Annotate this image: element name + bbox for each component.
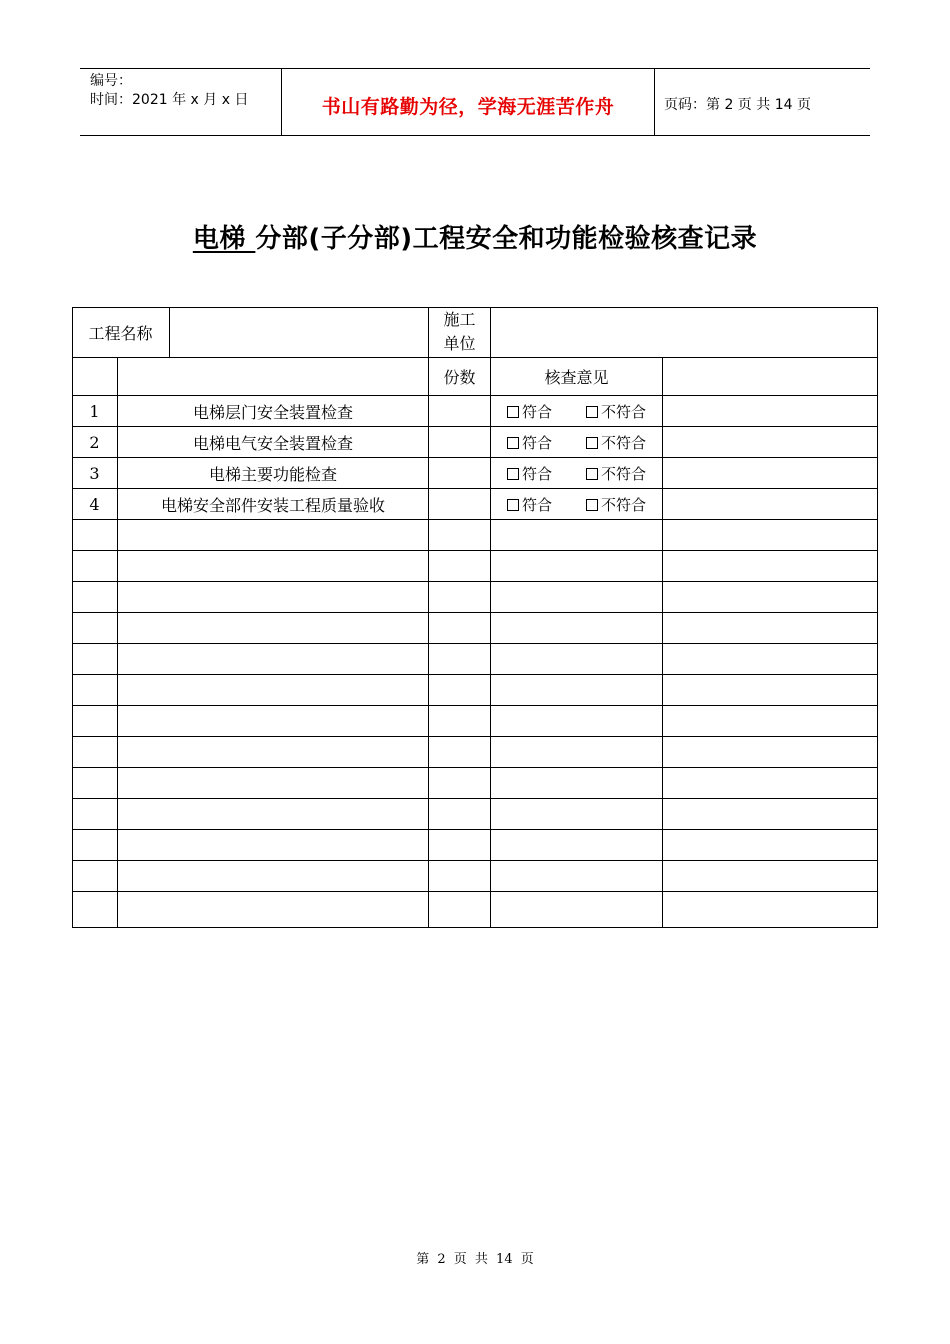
empty-cell[interactable] [491, 520, 663, 551]
empty-cell[interactable] [491, 613, 663, 644]
empty-cell[interactable] [491, 737, 663, 768]
row-number: 4 [72, 489, 118, 520]
empty-cell[interactable] [72, 551, 118, 582]
empty-cell[interactable] [72, 892, 118, 928]
header-extra-cell [663, 358, 878, 396]
empty-cell[interactable] [72, 737, 118, 768]
doc-time-label: 时间：2021 年 x 月 x 日 [90, 92, 249, 108]
empty-cell[interactable] [72, 830, 118, 861]
empty-cell[interactable] [429, 551, 491, 582]
row-count[interactable] [429, 489, 491, 520]
empty-cell[interactable] [663, 706, 878, 737]
row-extra[interactable] [663, 427, 878, 458]
empty-cell[interactable] [491, 768, 663, 799]
empty-cell[interactable] [429, 799, 491, 830]
header-motto: 书山有路勤为径，学海无涯苦作舟 [321, 96, 615, 118]
header-divider-2 [654, 68, 655, 135]
checkbox-icon [586, 437, 598, 449]
fail-label: 不符合 [601, 495, 647, 514]
checkbox-icon [586, 499, 598, 511]
header-meta [90, 72, 248, 110]
checkbox-icon [507, 437, 519, 449]
empty-cell[interactable] [118, 892, 429, 928]
empty-cell[interactable] [663, 768, 878, 799]
empty-cell[interactable] [429, 861, 491, 892]
empty-cell[interactable] [118, 675, 429, 706]
empty-cell[interactable] [663, 737, 878, 768]
empty-cell[interactable] [72, 675, 118, 706]
row-extra[interactable] [663, 489, 878, 520]
checkbox-icon [586, 468, 598, 480]
empty-cell[interactable] [429, 582, 491, 613]
empty-cell[interactable] [118, 582, 429, 613]
empty-cell[interactable] [429, 675, 491, 706]
row-opinion [491, 427, 663, 458]
empty-cell[interactable] [118, 861, 429, 892]
empty-cell[interactable] [663, 799, 878, 830]
row-item: 电梯主要功能检查 [118, 458, 429, 489]
empty-cell[interactable] [72, 644, 118, 675]
project-name-label: 工程名称 [72, 307, 170, 358]
row-extra[interactable] [663, 458, 878, 489]
row-item: 电梯安全部件安装工程质量验收 [118, 489, 429, 520]
fail-label: 不符合 [601, 402, 647, 421]
title-rest: 分部(子分部)工程安全和功能检验核查记录 [255, 224, 758, 254]
contractor-value[interactable] [491, 307, 878, 358]
header-top-rule [80, 68, 870, 69]
empty-cell[interactable] [118, 830, 429, 861]
row-count[interactable] [429, 458, 491, 489]
pass-checkbox[interactable] [507, 463, 552, 484]
empty-cell[interactable] [429, 644, 491, 675]
empty-cell[interactable] [118, 768, 429, 799]
empty-cell[interactable] [429, 737, 491, 768]
empty-cell[interactable] [491, 861, 663, 892]
row-number: 3 [72, 458, 118, 489]
row-opinion [491, 396, 663, 427]
header-bottom-rule [80, 135, 870, 136]
header-count: 份数 [429, 358, 491, 396]
fail-label: 不符合 [601, 433, 647, 452]
row-opinion [491, 458, 663, 489]
empty-cell[interactable] [491, 706, 663, 737]
empty-cell[interactable] [429, 613, 491, 644]
project-name-value[interactable] [170, 307, 429, 358]
inspection-table [72, 307, 878, 928]
page-footer: 第 2 页 共 14 页 [416, 1252, 534, 1267]
row-number: 2 [72, 427, 118, 458]
row-item: 电梯电气安全装置检查 [118, 427, 429, 458]
pass-label: 符合 [521, 433, 552, 452]
pass-label: 符合 [521, 402, 552, 421]
fail-checkbox[interactable] [586, 432, 646, 453]
title-subject: 电梯 [192, 224, 256, 254]
empty-cell[interactable] [118, 613, 429, 644]
empty-cell[interactable] [663, 613, 878, 644]
header-page-info: 页码：第 2 页 共 14 页 [664, 97, 811, 113]
header-item-cell [118, 358, 429, 396]
empty-cell[interactable] [118, 520, 429, 551]
contractor-label-text: 施工单位 [443, 310, 476, 353]
empty-cell[interactable] [72, 861, 118, 892]
pass-label: 符合 [521, 464, 552, 483]
empty-cell[interactable] [491, 892, 663, 928]
row-opinion [491, 489, 663, 520]
empty-cell[interactable] [118, 737, 429, 768]
header-opinion: 核查意见 [491, 358, 663, 396]
empty-cell[interactable] [118, 706, 429, 737]
empty-cell[interactable] [429, 830, 491, 861]
empty-cell[interactable] [663, 551, 878, 582]
pass-label: 符合 [521, 495, 552, 514]
empty-cell[interactable] [118, 551, 429, 582]
empty-cell[interactable] [491, 830, 663, 861]
pass-checkbox[interactable] [507, 401, 552, 422]
checkbox-icon [507, 406, 519, 418]
empty-cell[interactable] [491, 582, 663, 613]
empty-cell[interactable] [72, 768, 118, 799]
row-count[interactable] [429, 427, 491, 458]
empty-cell[interactable] [118, 799, 429, 830]
row-count[interactable] [429, 396, 491, 427]
fail-checkbox[interactable] [586, 494, 646, 515]
empty-cell[interactable] [72, 799, 118, 830]
empty-cell[interactable] [491, 675, 663, 706]
doc-number-label: 编号： [90, 73, 132, 89]
empty-cell[interactable] [491, 799, 663, 830]
pass-checkbox[interactable] [507, 432, 552, 453]
checkbox-icon [586, 406, 598, 418]
header-no-cell [72, 358, 118, 396]
empty-cell[interactable] [663, 830, 878, 861]
empty-cell[interactable] [429, 706, 491, 737]
row-item: 电梯层门安全装置检查 [118, 396, 429, 427]
empty-cell[interactable] [663, 892, 878, 928]
document-title [0, 218, 950, 255]
checkbox-icon [507, 499, 519, 511]
empty-cell[interactable] [429, 768, 491, 799]
empty-cell[interactable] [491, 644, 663, 675]
row-number: 1 [72, 396, 118, 427]
empty-cell[interactable] [663, 861, 878, 892]
empty-cell[interactable] [429, 520, 491, 551]
empty-cell[interactable] [663, 520, 878, 551]
empty-cell[interactable] [72, 582, 118, 613]
empty-cell[interactable] [72, 520, 118, 551]
empty-cell[interactable] [663, 582, 878, 613]
pass-checkbox[interactable] [507, 494, 552, 515]
contractor-label [429, 307, 491, 358]
checkbox-icon [507, 468, 519, 480]
empty-cell[interactable] [663, 675, 878, 706]
empty-cell[interactable] [72, 706, 118, 737]
empty-cell[interactable] [663, 644, 878, 675]
fail-checkbox[interactable] [586, 463, 646, 484]
empty-cell[interactable] [491, 551, 663, 582]
fail-checkbox[interactable] [586, 401, 646, 422]
empty-cell[interactable] [429, 892, 491, 928]
row-extra[interactable] [663, 396, 878, 427]
fail-label: 不符合 [601, 464, 647, 483]
empty-cell[interactable] [118, 644, 429, 675]
empty-cell[interactable] [72, 613, 118, 644]
